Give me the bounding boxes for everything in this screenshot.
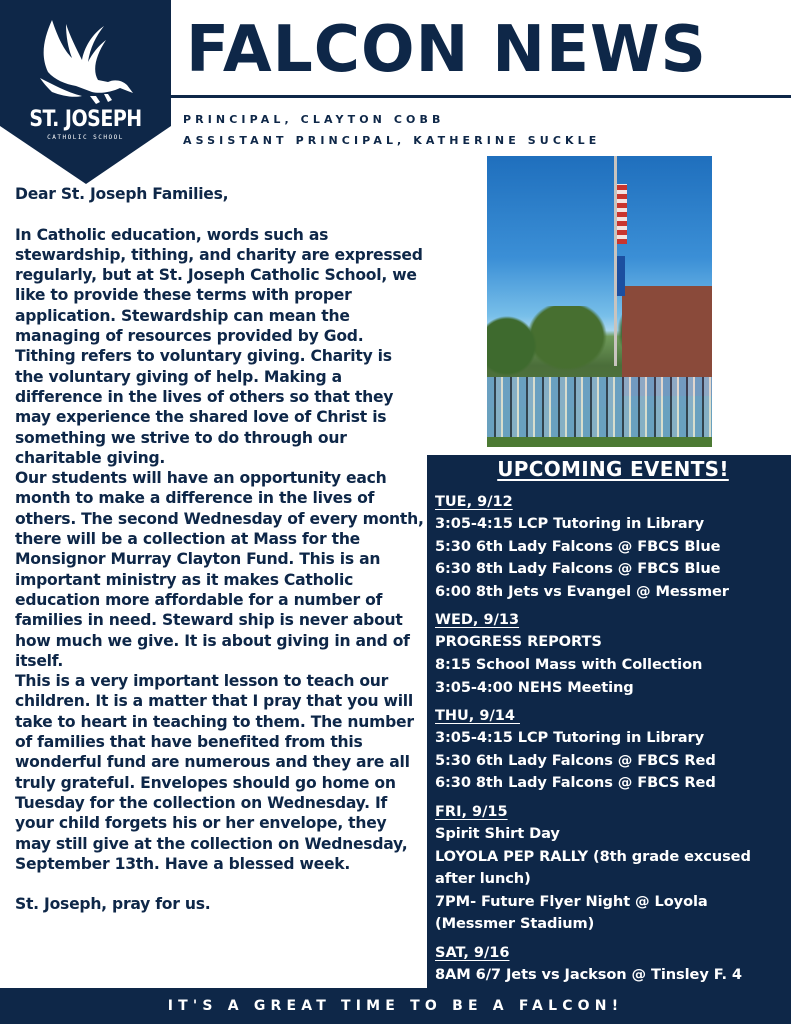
event-date: WED, 9/13: [435, 612, 520, 629]
us-flag-icon: [617, 184, 627, 244]
newsletter-title: FALCON NEWS: [186, 13, 707, 87]
event-date: FRI, 9/15: [435, 803, 508, 820]
school-logo-banner: [0, 0, 171, 184]
event-date: SAT, 9/16: [435, 944, 510, 961]
flagpole-photo: [487, 156, 712, 447]
event-day: [435, 942, 791, 987]
school-name: ST. JOSEPH: [29, 106, 142, 132]
event-day: [435, 491, 791, 603]
state-flag-icon: [617, 256, 625, 296]
event-item: 3:05-4:15 LCP Tutoring in Library: [435, 515, 705, 532]
assistant-principal-line: ASSISTANT PRINCIPAL, KATHERINE SUCKLE: [183, 134, 601, 147]
event-item: PROGRESS REPORTS: [435, 633, 602, 651]
event-item: 6:30 8th Lady Falcons @ FBCS Blue: [435, 560, 721, 578]
event-item: 6:30 8th Lady Falcons @ FBCS Red: [435, 774, 716, 792]
footer-tagline: IT'S A GREAT TIME TO BE A FALCON!: [0, 988, 791, 1024]
banner-shape: [0, 0, 171, 184]
event-day: [435, 801, 791, 936]
principal-line: PRINCIPAL, CLAYTON COBB: [183, 113, 445, 126]
school-subtitle: CATHOLIC SCHOOL: [47, 134, 124, 141]
letter-paragraph: This is a very important lesson to teach our children. It is a matter that I pray that you will take to heart in teaching to them. The number of families that have benefited from this wonderful fund are numerous and they are all truly grateful. Envelopes should go home on Tuesday for the collection on Wednesday. If your child forgets his or her envelope, they may still give at the collection on Wednesday, September 13th. Have a blessed week.: [15, 672, 414, 873]
upcoming-events-panel: [427, 455, 791, 988]
events-heading: UPCOMING EVENTS!: [497, 457, 729, 481]
students-crowd: [487, 377, 712, 437]
event-date: THU, 9/14: [435, 708, 520, 725]
event-date: TUE, 9/12: [435, 494, 513, 510]
event-item: 5:30 6th Lady Falcons @ FBCS Blue: [435, 537, 721, 555]
letter-closing: St. Joseph, pray for us.: [15, 895, 211, 914]
masthead-divider: [171, 95, 791, 98]
event-item: 3:05-4:15 LCP Tutoring in Library: [435, 729, 705, 747]
principal-letter: [15, 184, 425, 915]
letter-greeting: Dear St. Joseph Families,: [15, 185, 229, 203]
event-item: 8AM 6/7 Jets vs Jackson @ Tinsley F. 4: [435, 965, 742, 983]
event-item: 8:15 School Mass with Collection: [435, 655, 703, 673]
letter-paragraph: In Catholic education, words such as stewardship, tithing, and charity are expressed regularly, but at St. Joseph Catholic School, we like to provide these terms with proper application. Stewardship can mean the managing of resources provided by God. Tithing refers to voluntary giving. Charity is the voluntary giving of help. Making a difference in the lives of others so that they may experience the shared love of Christ is something we strive to do through our charitable giving.: [15, 225, 423, 467]
letter-paragraph: Our students will have an opportunity each month to make a difference in the lives of others. The second Wednesday of every month, there will be a collection at Mass for the Monsignor Murray Clayton Fund. This is an important ministry as it makes Catholic education more affordable for a number of families in need. Steward ship is never about how much we give. It is about giving in and of itself.: [15, 469, 424, 670]
event-item: 5:30 6th Lady Falcons @ FBCS Red: [435, 751, 716, 769]
event-item: Spirit Shirt Day: [435, 824, 560, 842]
event-item: 6:00 8th Jets vs Evangel @ Messmer: [435, 582, 729, 600]
event-item: 7PM- Future Flyer Night @ Loyola (Messmer Stadium): [435, 892, 708, 933]
event-item: LOYOLA PEP RALLY (8th grade excused after lunch): [435, 847, 751, 888]
event-day: [435, 609, 791, 699]
event-day: [435, 705, 791, 795]
staff-list: [183, 109, 600, 151]
event-item: 3:05-4:00 NEHS Meeting: [435, 678, 634, 696]
